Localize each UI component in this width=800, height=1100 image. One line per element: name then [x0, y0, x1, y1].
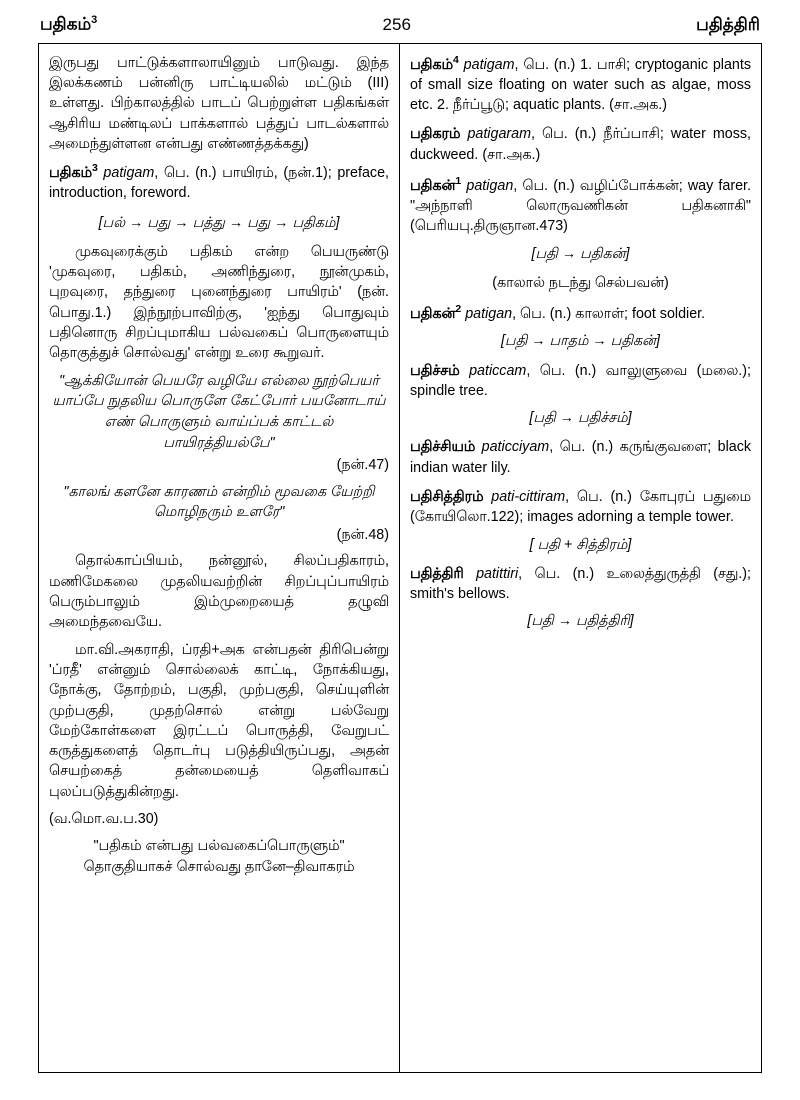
text-frame: [38, 43, 762, 1073]
headword-superscript: 2: [455, 303, 462, 316]
headword: பதித்திரி: [410, 565, 464, 582]
derivation-chain: [பல் → பது → பத்து → பது → பதிகம்]: [98, 214, 340, 231]
gloss: , பெ. (n.) 1. பாசி; cryptoganic plants of small size floating on water such as algae, moss etc. 2. நீர்ப்பூடு; aquatic plants. (சா.அக.): [410, 56, 751, 114]
romanization: patigan: [465, 305, 513, 322]
gloss: , பெ. (n.) பாயிரம், (நன்.1); preface, introduction, foreword.: [49, 164, 389, 202]
page-number: 256: [382, 14, 411, 34]
derivation-chain: [பதி → பதிகன்]: [531, 245, 630, 262]
running-head: [38, 14, 762, 43]
gloss: , பெ. (n.) நீர்ப்பாசி; water moss, duckweed. (சா.அக.): [410, 126, 751, 163]
gloss: , பெ. (n.) உலைத்துருத்தி (சது.); smith's bellows.: [410, 565, 751, 603]
headword-superscript: 1: [455, 174, 462, 187]
entry-patigan-1: [410, 174, 751, 293]
headword-superscript: 3: [92, 162, 98, 175]
entry-patittiri: [410, 564, 751, 632]
romanization: patigaram: [467, 126, 532, 143]
gloss: , பெ. (n.) வாலுளுவை (மலை.); spindle tree.: [410, 362, 751, 399]
explanatory-paragraph-1: முகவுரைக்கும் பதிகம் என்ற பெயருண்டு 'முகவுரை, பதிகம், அணிந்துரை, நூன்முகம், புறவுரை, தந்துரை புனைந்துரை பாயிரம்' (நன். பொது.1.) இந்நூற்பாவிற்கு, 'ஐந்து பொதுவும் பதினொரு சிறப்புமாகிய பல்வகைப் பொருளையும் தொகுத்துச் சொல்வது' என்று உரை கூறுவர்.: [49, 243, 389, 362]
entry-line: [410, 124, 751, 165]
headword: பதிச்சம்: [410, 362, 460, 379]
entry-line: [49, 161, 389, 203]
headword: பதிகரம்: [410, 126, 461, 143]
headword: பதிகன்: [410, 305, 456, 322]
romanization: patigam: [463, 56, 515, 73]
headword: பதிகன்: [410, 177, 456, 194]
gloss: , பெ. (n.) கருங்குவளை; black indian water lily.: [410, 439, 751, 476]
entry-line: [410, 361, 751, 402]
running-head-left-sup: 3: [91, 14, 98, 26]
verse-source-2: (நன்.48): [336, 527, 389, 544]
romanization: patigam: [103, 164, 155, 181]
headword: பதிச்சியம்: [410, 439, 476, 456]
romanization: paticciyam: [481, 439, 550, 456]
entry-line: [410, 302, 751, 324]
headword: பதிசித்திரம்: [410, 489, 484, 505]
entry-line: [410, 174, 751, 237]
verse-quotation-1: "ஆக்கியோன் பெயரே வழியே எல்லை நூற்பெயர் யாப்பே நுதலிய பொருளே கேட்போர் பயனோடாய் எண் பொருளும் வாய்ப்பக் காட்டல் பாயிரத்தியல்பே": [52, 372, 386, 451]
romanization: patittiri: [476, 565, 519, 582]
headword: பதிகம்: [49, 164, 93, 181]
gloss: , பெ. (n.) காலாள்; foot soldier.: [512, 305, 706, 322]
continuation-paragraph: இருபது பாட்டுக்களாலாயினும் பாடுவது. இந்த இலக்கணம் பன்னிரு பாட்டியலில் மட்டும் (III) உள்ளது. பிற்காலத்தில் பாடப் பெற்றுள்ள பதிகங்கள் ஆசிரிய மண்டிலப் பாக்களால் பத்துப் பாடல்களால் அமைந்துள்ளன என்பது எண்ணத்தக்கது): [49, 54, 389, 152]
closing-quotation: "பதிகம் என்பது பல்வகைப்பொருளும்" தொகுதியாகச் சொல்வது தானே–திவாகரம்: [83, 838, 355, 875]
romanization: paticcam: [469, 362, 527, 379]
explanatory-paragraph-3: மா.வி.அகராதி, ப்ரதி+அக என்பதன் திரிபென்று 'ப்ரதீ' என்னும் சொல்லைக் காட்டி, நோக்கியது, நோக்கு, தோற்றம், பகுதி, முற்பகுதி, செய்யுளின் முற்பகுதி, முதற்சொல் என்று பல்வேறு மேற்கோள்களை இரட்டப் பொருத்தி, வேறுபட் கருத்துகளைத் தொடர்பு படுத்தியிருப்பது, அதன் செயற்கைத் தன்மையைத் தெளிவாகப் புலப்படுத்துகின்றது.: [49, 641, 389, 800]
romanization: pati-cittiram: [491, 489, 566, 505]
entry-paticciyam: [410, 437, 751, 478]
entry-line: [410, 564, 751, 605]
romanization: patigan: [466, 177, 514, 194]
entry-paticcam: [410, 361, 751, 429]
verse-quotation-2: "காலங் களனே காரணம் என்றிம் மூவகை யேற்றி மொழிநரும் உளரே": [63, 483, 375, 521]
explanatory-paragraph-3-source: (வ.மொ.வ.ப.30): [49, 811, 159, 828]
gloss: , பெ. (n.) கோபுரப் பதுமை (கோயிலொ.122); images adorning a temple tower.: [410, 489, 751, 526]
derivation-chain: [பதி → பதித்திரி]: [527, 613, 634, 630]
entry-pati-cittiram: [410, 487, 751, 555]
entry-patigam-4: [410, 53, 751, 116]
running-head-right: பதித்திரி: [696, 14, 760, 34]
gloss: , பெ. (n.) வழிப்போக்கன்; way farer. "அந்நாளி லொருவணிகன் பதிகனாகி" (பெரியபு.திருஞான.473): [410, 177, 751, 235]
column-right: [400, 44, 761, 1072]
entry-line: [410, 53, 751, 116]
entry-line: [410, 437, 751, 478]
running-head-left-word: பதிகம்: [40, 14, 92, 34]
column-left: [39, 44, 400, 1072]
headword-superscript: 4: [453, 53, 459, 66]
entry-patigaram: [410, 124, 751, 165]
headword: பதிகம்: [410, 56, 454, 73]
entry-line: [410, 487, 751, 528]
explanatory-paragraph-2: தொல்காப்பியம், நன்னூல், சிலப்பதிகாரம், மணிமேகலை முதலியவற்றின் சிறப்புப்பாயிரம் பெரும்பாலும் இம்முறையைத் தழுவி அமைந்தவையே.: [49, 553, 389, 631]
derivation-chain: [ பதி + சித்திரம்]: [529, 536, 632, 553]
verse-source-1: (நன்.47): [336, 457, 389, 474]
entry-patigam-3: [49, 161, 389, 203]
derivation-chain: [பதி → பாதம் → பதிகன்]: [500, 333, 661, 350]
derivation-chain: [பதி → பதிச்சம்]: [529, 410, 632, 427]
entry-note: (காலால் நடந்து செல்பவன்): [492, 274, 669, 291]
entry-patigan-2: [410, 302, 751, 351]
running-head-left: [40, 14, 97, 37]
